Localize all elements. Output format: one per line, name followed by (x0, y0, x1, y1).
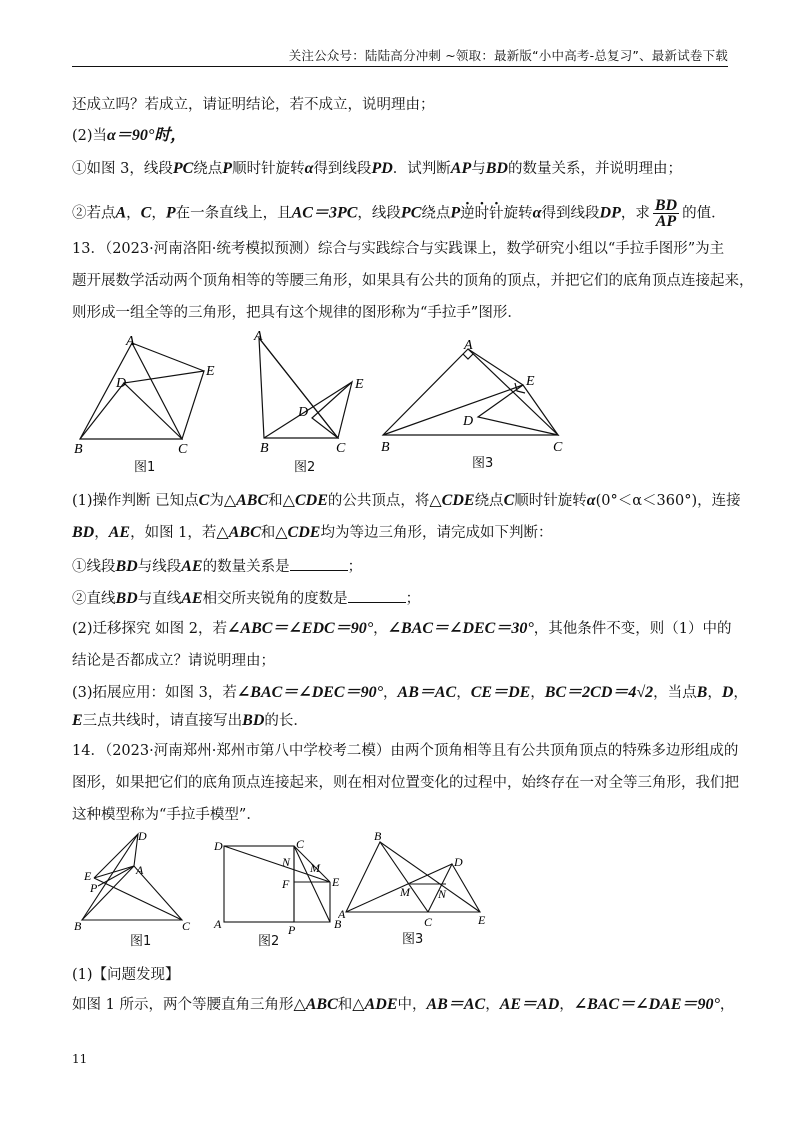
fraction-bd-ap: $\frac{BD}{AP}$ (654, 197, 678, 230)
q14-fig2-label-b: B (334, 917, 342, 931)
q14-fig3-label-d: D (454, 855, 463, 869)
q13-p2b: 结论是否都成立？请说明理由； (72, 653, 275, 669)
q13-p2a: (2)迁移探究 如图 2，若∠ABC＝∠EDC＝90°，∠BAC＝∠DEC＝30°，其他条件不变，则（1）中的 (72, 620, 732, 637)
q13-p3b: E三点共线时，请直接写出BD的长． (72, 712, 308, 729)
q14-fig2-label-m: M (310, 861, 320, 875)
q14-fig3-label-b: B (374, 829, 382, 843)
q14-fig1-label-b: B (74, 919, 82, 931)
q12-item1: ①如图 3，线段PC绕点P顺时针旋转α得到线段PD．试判断AP与BD的数量关系，并说明理由； (72, 160, 682, 177)
fig3-label-e: E (526, 374, 535, 389)
q14-figure-3 (338, 826, 488, 931)
q13-fig1-caption: 图1 (134, 460, 156, 475)
q13-line2: 题开展数学活动两个顶角相等的等腰三角形，如果具有公共的顶角的顶点，并把它们的底角顶点连接起来， (72, 273, 754, 289)
q13-fig3-caption: 图3 (472, 456, 494, 471)
fig1-label-c: C (178, 442, 188, 457)
q14-fig2-label-p: P (288, 923, 296, 936)
q14-sub1-text: 如图 1 所示，两个等腰直角三角形△ABC和△ADE中，AB＝AC，AE＝AD，∠BAC＝∠DAE＝90°， (72, 996, 735, 1013)
q14-fig3-label-n: N (438, 887, 447, 901)
q14-fig3-label-a: A (338, 907, 346, 921)
q14-fig2-label-n: N (282, 855, 291, 869)
q14-fig2-label-d: D (214, 839, 223, 853)
q14-line1: 14．（2023·河南郑州·郑州市第八中学校考二模）由两个顶角相等且有公共顶角顶点的特殊多边形组成的 (72, 743, 739, 759)
header-rule (72, 66, 728, 67)
q13-p1d: ②直线BD与直线AE相交所夹锐角的度数是 ； (72, 590, 421, 607)
q12-item2: ②若点A，C，P在一条直线上，且AC＝3PC，线段PC绕点P逆时针旋转α得到线段DP，求 $\frac{BD}{AP}$ 的值． (72, 197, 726, 230)
q14-line2: 图形，如果把它们的底角顶点连接起来，则在相对位置变化的过程中，始终存在一对全等三角形，我们把 (72, 775, 739, 791)
fig1-label-e: E (206, 364, 215, 379)
fig2-label-d: D (298, 405, 309, 420)
q14-fig1-label-e: E (84, 869, 92, 883)
q14-fig2-label-e: E (332, 875, 340, 889)
q13-figure-1 (72, 335, 232, 460)
q13-p1b: BD，AE，如图 1，若△ABC和△CDE均为等边三角形，请完成如下判断： (72, 524, 553, 541)
fig2-label-a: A (254, 330, 263, 344)
page-header: 关注公众号：陆陆高分冲刺 ~领取：最新版“小中高考-总复习”、最新试卷下载 (288, 48, 728, 63)
q13-p1c: ①线段BD与线段AE的数量关系是 ； (72, 558, 363, 575)
q14-fig1-label-a: A (136, 863, 144, 877)
fig1-label-b: B (74, 442, 83, 457)
q14-fig1-caption: 图1 (130, 934, 152, 949)
page-number: 11 (72, 1052, 88, 1066)
q13-line1: 13．（2023·河南洛阳·统考模拟预测）综合与实践综合与实践课上，数学研究小组以“手拉手图形”为主 (72, 241, 725, 257)
q12-part2: (2)当α＝90°时， (72, 127, 187, 144)
q14-fig3-caption: 图3 (402, 932, 424, 947)
fig3-label-d: D (463, 414, 474, 429)
q14-fig1-label-c: C (182, 919, 191, 931)
q14-fig1-label-d: D (138, 829, 147, 843)
q14-fig2-label-f: F (282, 877, 290, 891)
q14-fig3-label-e: E (478, 913, 486, 927)
fig2-label-c: C (336, 441, 346, 456)
q13-figure-2 (250, 330, 380, 460)
fig2-label-e: E (355, 377, 364, 392)
fig3-label-a: A (464, 338, 473, 353)
fig1-label-d: D (116, 376, 127, 391)
q14-fig2-label-c: C (296, 837, 305, 851)
fig2-label-b: B (260, 441, 269, 456)
q14-sub1: (1)【问题发现】 (72, 967, 180, 983)
q13-p1a: (1)操作判断 已知点C为△ABC和△CDE的公共顶点，将△CDE绕点C顺时针旋转α(0°＜α＜360°)，连接 (72, 492, 741, 509)
q14-figure-1 (72, 826, 202, 931)
q14-fig2-caption: 图2 (258, 934, 280, 949)
q14-fig3-label-m: M (400, 885, 410, 899)
answer-blank-2 (348, 588, 406, 603)
q14-fig2-label-a: A (214, 917, 222, 931)
q13-figure-3 (375, 335, 575, 460)
q13-fig2-caption: 图2 (294, 460, 316, 475)
q13-line3: 则形成一组全等的三角形，把具有这个规律的图形称为“手拉手”图形． (72, 305, 522, 321)
answer-blank-1 (290, 556, 348, 571)
q14-line3: 这种模型称为“手拉手模型”． (72, 807, 261, 823)
fig3-label-c: C (553, 440, 563, 455)
q14-fig3-label-c: C (424, 915, 433, 929)
fig3-label-b: B (381, 440, 390, 455)
q12-line1: 还成立吗？若成立，请证明结论，若不成立，说明理由； (72, 97, 435, 113)
q14-fig1-label-p: P (90, 881, 98, 895)
fig1-label-a: A (126, 335, 135, 349)
q13-p3a: (3)拓展应用：如图 3，若∠BAC＝∠DEC＝90°，AB＝AC，CE＝DE，BC＝2CD＝4√2，当点B，D， (72, 684, 748, 701)
q14-figure-2 (210, 836, 355, 936)
